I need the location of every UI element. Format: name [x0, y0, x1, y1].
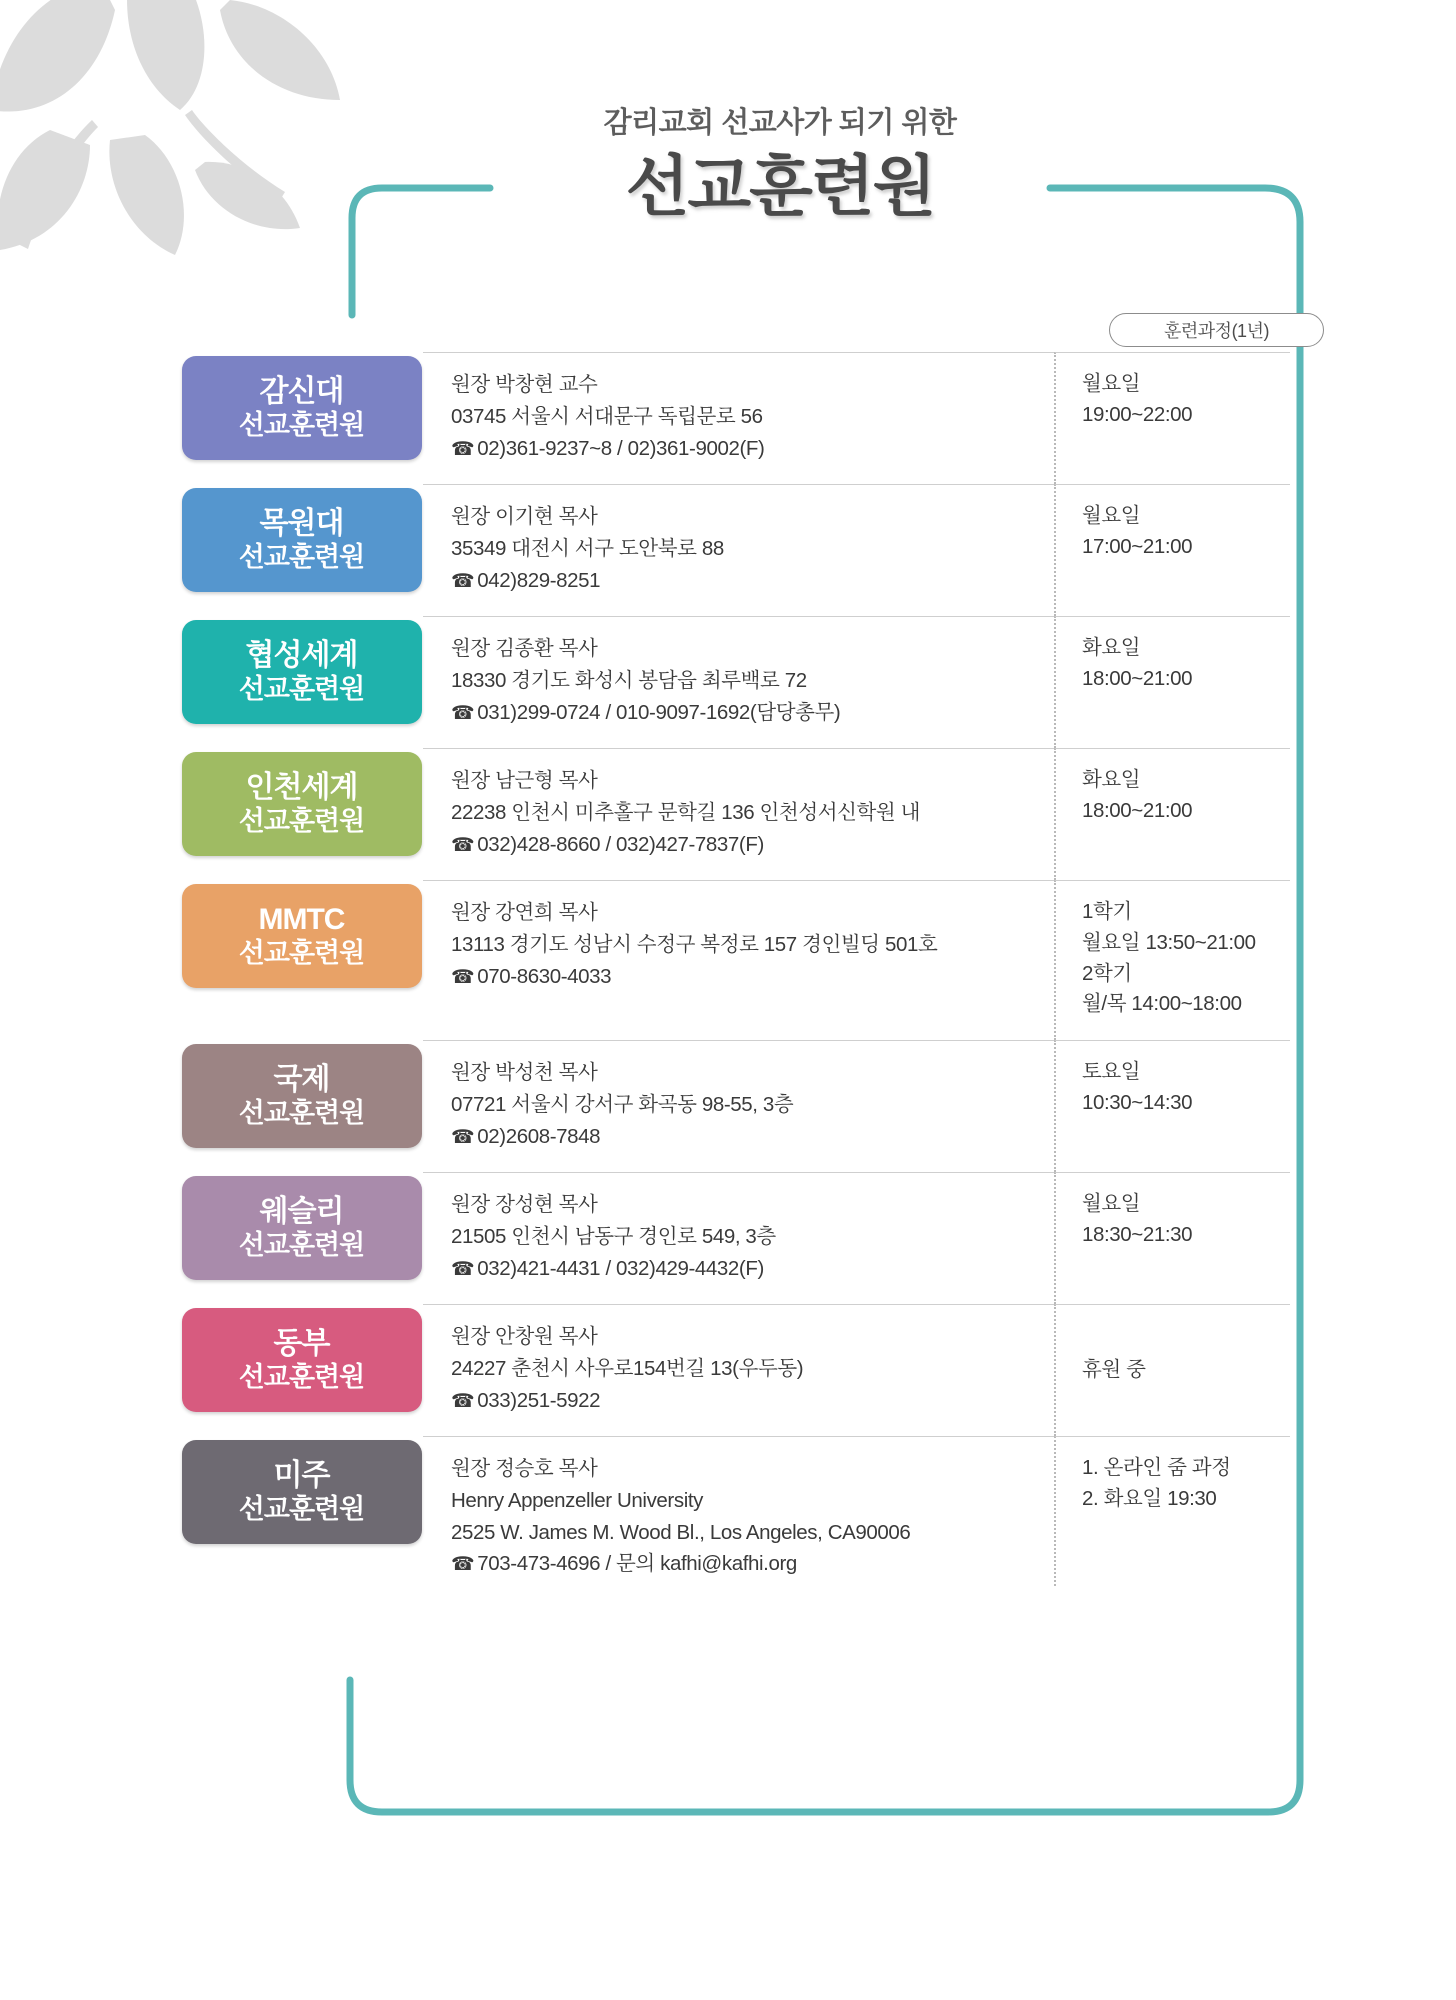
badge-cell	[180, 484, 423, 592]
info-text: 031)299-0724 / 010-9097-1692(담당총무)	[477, 700, 841, 724]
schedule-line: 월요일	[1082, 372, 1141, 395]
info-cell	[423, 1436, 1054, 1596]
badge-line-2: 선교훈련원	[238, 1098, 365, 1129]
center-badge[interactable]	[182, 1308, 422, 1412]
schedule-line: 2. 화요일 19:30	[1082, 1486, 1217, 1510]
info-cell	[423, 616, 1054, 748]
course-badge: 훈련과정(1년)	[1109, 313, 1324, 347]
info-line: 원장 박성천 목사	[451, 1061, 598, 1084]
badge-cell	[180, 1172, 423, 1280]
leaf-decoration	[0, 0, 440, 290]
schedule-line: 화요일	[1082, 768, 1141, 791]
phone-icon: ☎	[451, 702, 475, 724]
schedule-line: 10:30~14:30	[1082, 1090, 1193, 1114]
badge-line-1: 웨슬리	[259, 1194, 344, 1228]
info-text: 032)421-4431 / 032)429-4432(F)	[477, 1256, 764, 1280]
schedule-line: 월/목 14:00~18:00	[1082, 992, 1242, 1016]
schedule-cell	[1054, 1436, 1290, 1586]
center-badge[interactable]	[182, 1176, 422, 1280]
schedule-cell	[1054, 1040, 1290, 1172]
phone-icon: ☎	[451, 570, 475, 592]
info-text: 703-473-4696 / 문의 kafhi@kafhi.org	[477, 1552, 797, 1576]
badge-line-2: 선교훈련원	[238, 938, 365, 969]
badge-line-2: 선교훈련원	[238, 674, 365, 705]
badge-line-2: 선교훈련원	[238, 1494, 365, 1525]
info-text: 02)361-9237~8 / 02)361-9002(F)	[477, 436, 765, 460]
badge-line-2: 선교훈련원	[238, 1230, 365, 1261]
schedule-cell	[1054, 1304, 1290, 1436]
table-row	[180, 748, 1290, 880]
phone-icon: ☎	[451, 1554, 475, 1576]
info-cell	[423, 880, 1054, 1040]
info-line: 24227 춘천시 사우로154번길 13(우두동)	[451, 1356, 804, 1380]
info-line: 03745 서울시 서대문구 독립문로 56	[451, 404, 763, 428]
center-badge[interactable]	[182, 1440, 422, 1544]
badge-line-2: 선교훈련원	[238, 806, 365, 837]
schedule-line: 토요일	[1082, 1060, 1141, 1083]
info-text: 033)251-5922	[477, 1388, 601, 1412]
badge-line-1: 동부	[273, 1326, 330, 1360]
badge-cell	[180, 1040, 423, 1148]
info-text: 042)829-8251	[477, 568, 601, 592]
center-badge[interactable]	[182, 1044, 422, 1148]
phone-icon: ☎	[451, 1126, 475, 1148]
info-cell	[423, 484, 1054, 616]
info-line: 13113 경기도 성남시 수정구 복정로 157 경인빌딩 501호	[451, 932, 938, 956]
schedule-line: 월요일	[1082, 504, 1141, 527]
info-text: 032)428-8660 / 032)427-7837(F)	[477, 832, 764, 856]
info-line	[451, 697, 1034, 729]
schedule-line: 17:00~21:00	[1082, 534, 1193, 558]
schedule-line: 1. 온라인 줌 과정	[1082, 1456, 1231, 1479]
center-badge[interactable]	[182, 884, 422, 988]
schedule-line: 월요일 13:50~21:00	[1082, 930, 1256, 954]
info-line	[451, 565, 1034, 597]
table-row	[180, 484, 1290, 616]
info-line: 원장 박창현 교수	[451, 373, 598, 396]
badge-line-2: 선교훈련원	[238, 542, 365, 573]
info-line	[451, 433, 1034, 465]
info-line	[451, 829, 1034, 861]
table-row	[180, 880, 1290, 1040]
info-line	[451, 1385, 1034, 1417]
phone-icon: ☎	[451, 1390, 475, 1412]
table-row	[180, 1304, 1290, 1436]
page-header	[380, 100, 1180, 225]
schedule-line: 19:00~22:00	[1082, 402, 1193, 426]
info-line: 35349 대전시 서구 도안북로 88	[451, 536, 724, 560]
info-cell	[423, 1172, 1054, 1304]
info-line	[451, 1121, 1034, 1153]
schedule-line: 18:30~21:30	[1082, 1222, 1193, 1246]
phone-icon: ☎	[451, 966, 475, 988]
info-line: 원장 김종환 목사	[451, 637, 598, 660]
info-line: 07721 서울시 강서구 화곡동 98-55, 3층	[451, 1092, 794, 1116]
schedule-cell	[1054, 616, 1290, 748]
badge-cell	[180, 352, 423, 460]
info-line: 원장 남근형 목사	[451, 769, 598, 792]
phone-icon: ☎	[451, 438, 475, 460]
table-row	[180, 616, 1290, 748]
badge-cell	[180, 748, 423, 856]
info-line: 원장 안창원 목사	[451, 1325, 598, 1348]
phone-icon: ☎	[451, 834, 475, 856]
badge-cell	[180, 616, 423, 724]
info-cell	[423, 1040, 1054, 1172]
badge-line-1: 미주	[273, 1458, 330, 1492]
info-line: 원장 강연희 목사	[451, 901, 598, 924]
schedule-line: 2학기	[1082, 961, 1132, 985]
schedule-line: 18:00~21:00	[1082, 798, 1193, 822]
table-row	[180, 352, 1290, 484]
badge-line-1: 인천세계	[245, 770, 358, 804]
info-text: 070-8630-4033	[477, 964, 612, 988]
center-badge[interactable]	[182, 620, 422, 724]
schedule-cell	[1054, 880, 1290, 1040]
info-cell	[423, 748, 1054, 880]
schedule-line: 화요일	[1082, 636, 1141, 659]
header-subtitle: 감리교회 선교사가 되기 위한	[603, 107, 957, 139]
badge-line-1: 목원대	[259, 506, 344, 540]
info-line: 원장 이기현 목사	[451, 505, 598, 528]
info-line: 2525 W. James M. Wood Bl., Los Angeles, CA90006	[451, 1520, 911, 1544]
table-row	[180, 1040, 1290, 1172]
center-badge[interactable]	[182, 488, 422, 592]
schedule-line: 월요일	[1082, 1192, 1141, 1215]
badge-cell	[180, 1304, 423, 1412]
phone-icon: ☎	[451, 1258, 475, 1280]
badge-line-1: 국제	[273, 1062, 330, 1096]
schedule-line: 18:00~21:00	[1082, 666, 1193, 690]
page-title: 선교훈련원	[625, 149, 935, 223]
badge-line-1: MMTC	[258, 902, 345, 936]
schedule-line: 휴원 중	[1082, 1358, 1146, 1382]
info-line: 22238 인천시 미추홀구 문학길 136 인천성서신학원 내	[451, 800, 921, 824]
info-cell	[423, 1304, 1054, 1436]
center-badge[interactable]	[182, 356, 422, 460]
schedule-cell	[1054, 484, 1290, 616]
schedule-cell	[1054, 352, 1290, 484]
center-badge[interactable]	[182, 752, 422, 856]
badge-line-2: 선교훈련원	[238, 410, 365, 441]
badge-line-1: 협성세계	[245, 638, 358, 672]
table-row	[180, 1436, 1290, 1596]
info-line	[451, 1253, 1034, 1285]
badge-cell	[180, 1436, 423, 1544]
training-center-table	[180, 352, 1290, 1596]
badge-line-2: 선교훈련원	[238, 1362, 365, 1393]
info-line: Henry Appenzeller University	[451, 1488, 703, 1512]
schedule-cell	[1054, 748, 1290, 880]
info-line	[451, 1548, 1034, 1580]
info-text: 02)2608-7848	[477, 1124, 601, 1148]
info-line: 18330 경기도 화성시 봉담읍 최루백로 72	[451, 668, 807, 692]
info-line	[451, 961, 1034, 993]
table-row	[180, 1172, 1290, 1304]
info-line: 21505 인천시 남동구 경인로 549, 3층	[451, 1224, 776, 1248]
schedule-cell	[1054, 1172, 1290, 1304]
schedule-line: 1학기	[1082, 900, 1132, 923]
info-line: 원장 정승호 목사	[451, 1457, 598, 1480]
badge-line-1: 감신대	[259, 374, 344, 408]
info-cell	[423, 352, 1054, 484]
badge-cell	[180, 880, 423, 988]
info-line: 원장 장성현 목사	[451, 1193, 598, 1216]
